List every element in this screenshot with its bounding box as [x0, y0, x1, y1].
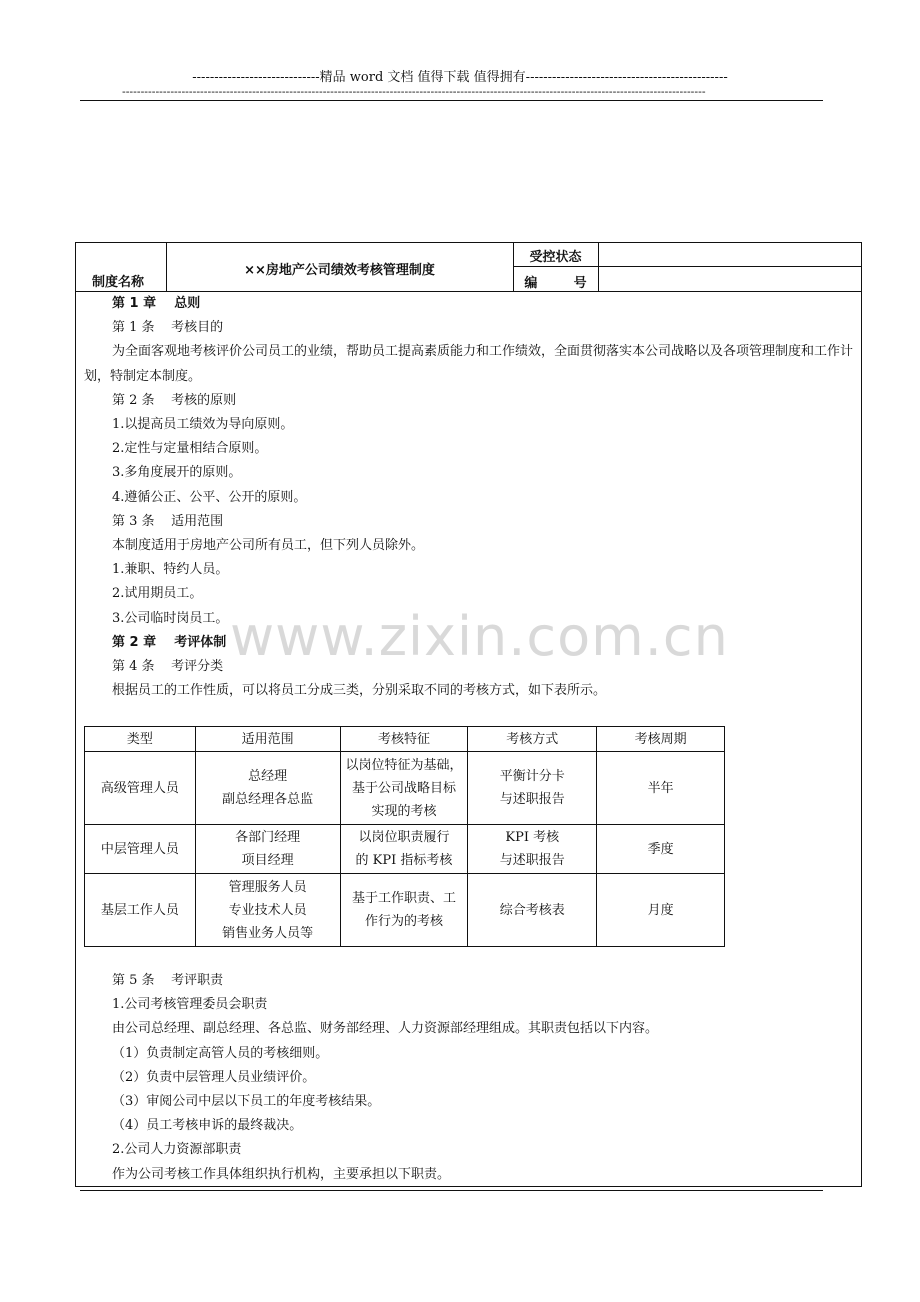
footer-rule — [80, 1190, 823, 1191]
feature-line: 实现的考核 — [371, 803, 437, 819]
committee-duty-4: （4）员工考核申诉的最终裁决。 — [112, 1118, 303, 1134]
document-title: ××房地产公司绩效考核管理制度 — [244, 263, 435, 278]
chapter-1-heading: 第 1 章 总则 — [112, 296, 201, 311]
meta-divider-3 — [598, 242, 599, 292]
cycle-cell: 半年 — [597, 752, 725, 825]
body-part-1 — [84, 292, 856, 703]
article-3-text: 本制度适用于房地产公司所有员工，但下列人员除外。 — [112, 538, 425, 554]
feature-cell — [340, 752, 468, 825]
cycle-cell: 季度 — [597, 825, 725, 874]
feature-line: 以岗位特征为基础， — [345, 757, 463, 773]
hr-text: 作为公司考核工作具体组织执行机构，主要承担以下职责。 — [112, 1166, 451, 1182]
meta-mid-line — [513, 266, 862, 267]
type-cell: 高级管理人员 — [85, 752, 196, 825]
table-row — [85, 752, 725, 825]
scope-line: 总经理 — [248, 769, 288, 784]
exclusion-3: 3.公司临时岗员工。 — [112, 610, 229, 626]
feature-line: 的 KPI 指标考核 — [355, 853, 453, 868]
table-row — [85, 874, 725, 947]
committee-duty-2: （2）负责中层管理人员业绩评价。 — [112, 1069, 316, 1085]
chapter-2-heading: 第 2 章 考评体制 — [112, 634, 227, 650]
committee-heading: 1.公司考核管理委员会职责 — [112, 997, 268, 1013]
scope-cell — [195, 874, 340, 947]
type-cell: 中层管理人员 — [85, 825, 196, 874]
cycle-cell: 月度 — [597, 874, 725, 947]
classification-table — [84, 726, 725, 947]
feature-line: 基于工作职责、工 — [351, 891, 456, 906]
feature-line: 以岗位职责履行 — [358, 830, 450, 845]
article-1-heading: 第 1 条 考核目的 — [112, 320, 224, 336]
scope-line: 管理服务人员 — [228, 879, 307, 895]
table-header-cell: 考核周期 — [597, 727, 725, 752]
exclusion-1: 1.兼职、特约人员。 — [112, 562, 229, 578]
principle-1: 1.以提高员工绩效为导向原则。 — [112, 417, 294, 433]
page-header-banner: -----------------------------精品 word 文档 值得下载 值得拥有---------------------------------------------- — [192, 70, 728, 85]
status-label: 受控状态 — [529, 250, 582, 265]
type-cell: 基层工作人员 — [85, 874, 196, 947]
table-header-row — [85, 727, 725, 752]
committee-duty-1: （1）负责制定高管人员的考核细则。 — [112, 1045, 329, 1061]
principle-3: 3.多角度展开的原则。 — [112, 465, 242, 481]
article-2-heading: 第 2 条 考核的原则 — [112, 392, 237, 408]
table-header-cell: 考核特征 — [340, 727, 468, 752]
article-4-heading: 第 4 条 考评分类 — [112, 659, 224, 675]
body-part-2 — [84, 969, 856, 1187]
scope-line: 销售业务人员等 — [222, 925, 314, 941]
committee-duty-3: （3）审阅公司中层以下员工的年度考核结果。 — [112, 1094, 381, 1110]
watermark: www.zixin.com.cn — [230, 605, 729, 668]
method-cell — [468, 874, 597, 947]
principle-2: 2.定性与定量相结合原则。 — [112, 441, 268, 457]
scope-cell — [195, 825, 340, 874]
scope-line: 各部门经理 — [235, 830, 301, 845]
method-line: KPI 考核 — [505, 830, 560, 845]
number-label: 编 号 — [524, 276, 587, 291]
method-line: 平衡计分卡 — [499, 769, 565, 784]
method-cell — [468, 825, 597, 874]
article-3-heading: 第 3 条 适用范围 — [112, 513, 224, 529]
feature-cell — [340, 874, 468, 947]
article-5-heading: 第 5 条 考评职责 — [112, 973, 224, 988]
feature-cell — [340, 825, 468, 874]
scope-cell — [195, 752, 340, 825]
header-rule — [80, 100, 823, 101]
method-line: 与述职报告 — [499, 792, 565, 807]
name-label: 制度名称 — [92, 275, 145, 290]
hr-heading: 2.公司人力资源部职责 — [112, 1142, 242, 1158]
article-4-text: 根据员工的工作性质，可以将员工分成三类，分别采取不同的考核方式，如下表所示。 — [112, 683, 607, 699]
committee-text: 由公司总经理、副总经理、各总监、财务部经理、人力资源部经理组成。其职责包括以下内容。 — [112, 1021, 659, 1037]
table-header-cell: 类型 — [85, 727, 196, 752]
exclusion-2: 2.试用期员工。 — [112, 586, 203, 602]
page-header-dashes: ------------------------------------------------------------------------------------------------------------------------------------------------------------- — [122, 85, 706, 98]
scope-line: 项目经理 — [241, 853, 294, 868]
method-line: 综合考核表 — [499, 902, 565, 918]
feature-line: 作行为的考核 — [364, 914, 443, 929]
scope-line: 专业技术人员 — [228, 902, 307, 918]
scope-line: 副总经理各总监 — [222, 792, 314, 807]
table-row — [85, 825, 725, 874]
principle-4: 4.遵循公正、公平、公开的原则。 — [112, 489, 307, 505]
table-header-cell: 考核方式 — [468, 727, 597, 752]
feature-line: 基于公司战略目标 — [351, 780, 456, 796]
method-line: 与述职报告 — [499, 853, 565, 868]
method-cell — [468, 752, 597, 825]
table-header-cell: 适用范围 — [195, 727, 340, 752]
article-1-text: 为全面客观地考核评价公司员工的业绩，帮助员工提高素质能力和工作绩效，全面贯彻落实本公司战略以及各项管理制度和工作计划，特制定本制度。 — [84, 344, 854, 384]
